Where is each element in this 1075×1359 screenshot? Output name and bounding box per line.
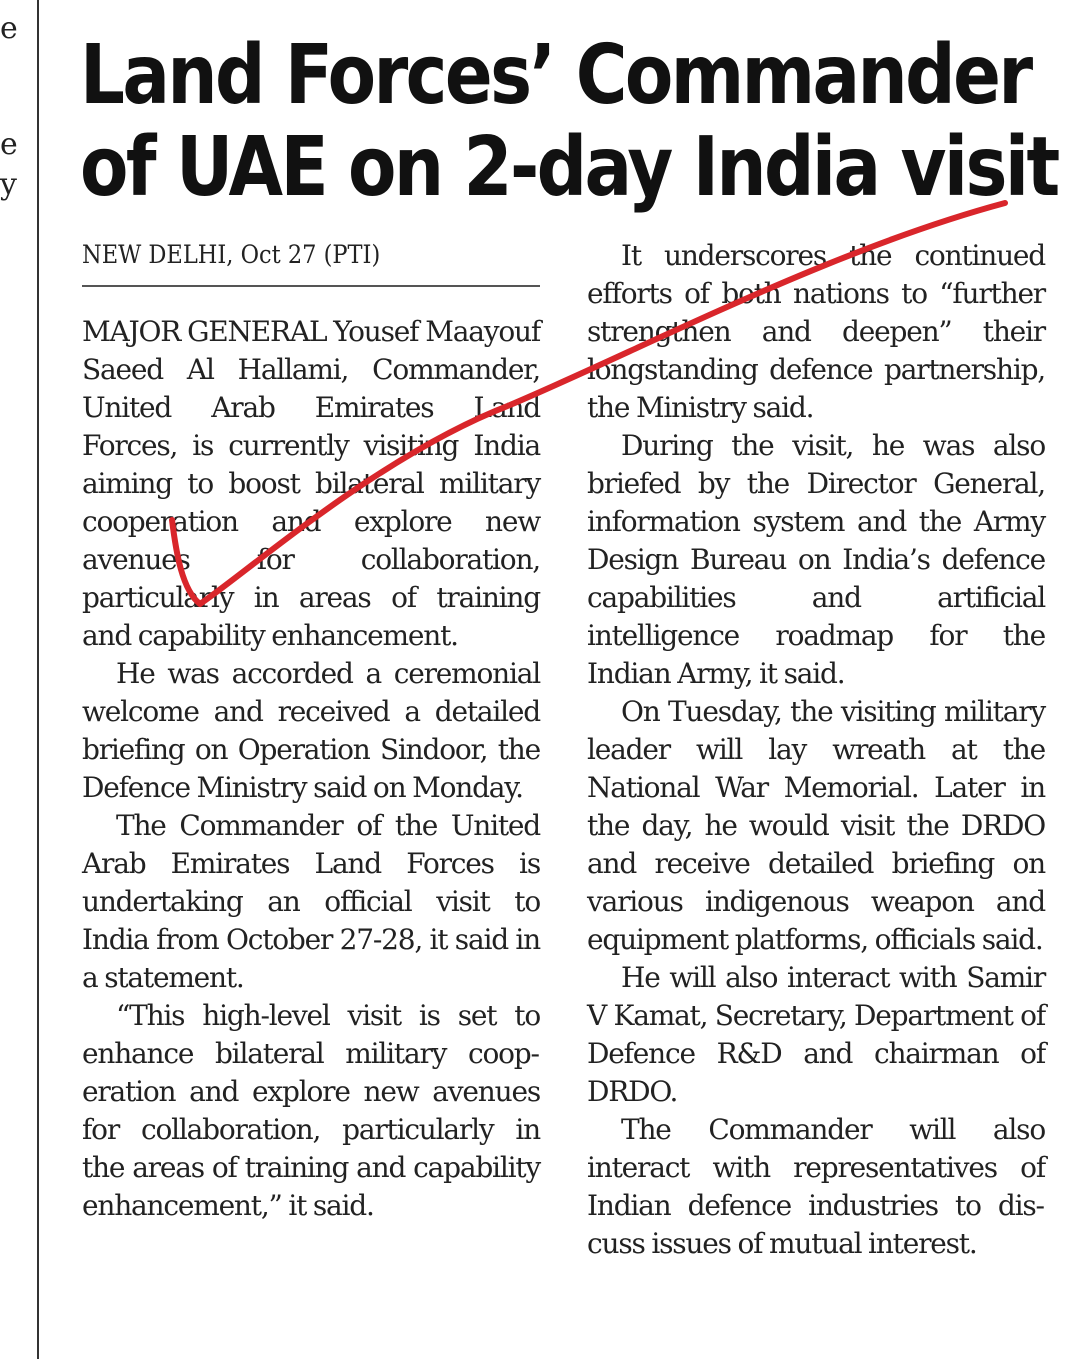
paragraph: He was accorded a ceremonial welcome and received a detailed briefing on Operation Sindoor, the Defence Ministry said on Monday. — [82, 657, 540, 804]
article-column-right — [587, 237, 1045, 1263]
paragraph: MAJOR GENERAL Yousef Maayouf Saeed Al Hallami, Commander, United Arab Emirates Land Forces, is currently visiting India aiming to boost bilateral military cooperation and explore new avenues for collaboration, particularly in areas of training and capability enhancement. — [82, 315, 540, 652]
headline — [80, 28, 1058, 215]
headline-line-1: Land Forces’ Commander — [80, 28, 1031, 123]
paragraph: He will also interact with Samir V Kamat, Secretary, Department of Defence R&D and chairman of DRDO. — [587, 961, 1045, 1108]
paragraph: The Commander will also interact with representatives of Indian defence industries to discuss issues of mutual interest. — [587, 1113, 1045, 1260]
margin-fragment: e — [0, 127, 18, 162]
column-divider — [37, 0, 39, 1359]
dateline-rule — [82, 285, 540, 287]
paragraph: During the visit, he was also briefed by the Director General, information system and the Army Design Bureau on India’s defence capabilities and artificial intelligence roadmap for the Indian Army, it said. — [587, 429, 1045, 690]
margin-fragment: y — [0, 167, 17, 202]
paragraph: It underscores the continued efforts of both nations to “further strengthen and deepen” their longstanding defence partnership, the Ministry said. — [587, 239, 1045, 424]
headline-line-2: of UAE on 2-day India visit — [80, 120, 1058, 215]
article-column-left — [82, 313, 540, 1225]
adjacent-column-fragment — [0, 0, 38, 1359]
paragraph: The Commander of the United Arab Emirates Land Forces is undertaking an official visit to India from October 27-28, it said in a statement. — [82, 809, 540, 994]
paragraph: “This high-level visit is set to enhance bilateral military cooperation and explore new avenues for collaboration, particularly in the areas of training and capability enhancement,” it said. — [82, 999, 540, 1222]
paragraph: On Tuesday, the visiting military leader will lay wreath at the National War Memorial. Later in the day, he would visit the DRDO and receive detailed briefing on various indigenous weapon and equipment platforms, officials said. — [587, 695, 1045, 956]
dateline: NEW DELHI, Oct 27 (PTI) — [82, 240, 381, 269]
margin-fragment: e — [0, 11, 18, 46]
